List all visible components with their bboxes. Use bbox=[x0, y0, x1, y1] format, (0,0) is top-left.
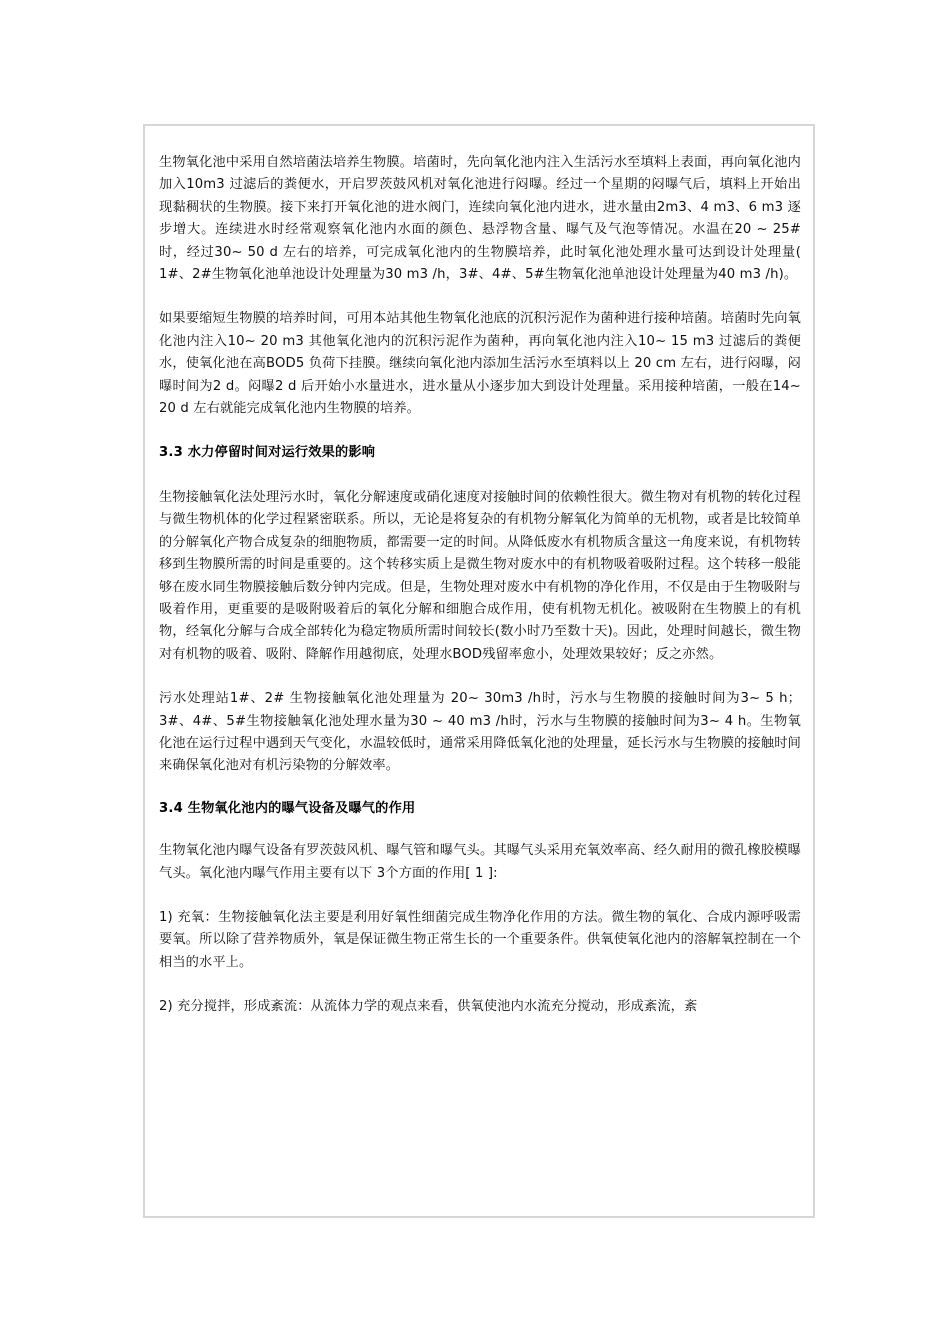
paragraph-aeration-equipment: 生物氧化池内曝气设备有罗茨鼓风机、曝气管和曝气头。其曝气头采用充氧效率高、经久耐用的微孔橡胶模曝气头。氧化池内曝气作用主要有以下 3个方面的作用[ 1 ]: bbox=[159, 843, 801, 881]
section-heading-3-4: 3.4 生物氧化池内的曝气设备及曝气的作用 bbox=[159, 800, 416, 816]
document-content bbox=[159, 152, 801, 1019]
paragraph-biofilm-natural-culture: 生物氧化池中采用自然培菌法培养生物膜。培菌时，先向氧化池内注入生活污水至填料上表面，再向氧化池内加入10m3 过滤后的粪便水，开启罗茨鼓风机对氧化池进行闷曝。经过一个星期的闷曝气后，填料上开始出现黏稠状的生物膜。接下来打开氧化池的进水阀门，连续向氧化池内进水，进水量由2m3、4 m3、6 m3 逐步增大。连续进水时经常观察氧化池内水面的颜色、悬浮物含量、曝气及气泡等情况。水温在20 ~ 25# 时，经过30~ 50 d 左右的培养，可完成氧化池内的生物膜培养，此时氧化池处理水量可达到设计处理量( 1#、2#生物氧化池单池设计处理量为30 m3 /h，3#、4#、5#生物氧化池单池设计处理量为40 m3 /h)。 bbox=[159, 155, 801, 283]
list-item-stirring: 2) 充分搅拌，形成紊流：从流体力学的观点来看，供氧使池内水流充分搅动，形成紊流，紊 bbox=[159, 999, 698, 1015]
section-heading-3-3: 3.3 水力停留时间对运行效果的影响 bbox=[159, 445, 376, 461]
paragraph-biofilm-seeded-culture: 如果要缩短生物膜的培养时间，可用本站其他生物氧化池底的沉积污泥作为菌种进行接种培菌。培菌时先向氧化池内注入10~ 20 m3 其他氧化池内的沉积污泥作为菌种，再向氧化池内注入10~ 15 m3 过滤后的粪便水，使氧化池在高BOD5 负荷下挂膜。继续向氧化池内添加生活污水至填料以上 20 cm 左右，进行闷曝，闷曝时间为2 d。闷曝2 d 后开始小水量进水，进水量从小逐步加大到设计处理量。采用接种培菌，一般在14~ 20 d 左右就能完成氧化池内生物膜的培养。 bbox=[159, 311, 801, 417]
list-item-oxygenation: 1) 充氧：生物接触氧化法主要是利用好氧性细菌完成生物净化作用的方法。微生物的氧化、合成内源呼吸需要氧。所以除了营养物质外，氧是保证微生物正常生长的一个重要条件。供氧使氧化池内的溶解氧控制在一个相当的水平上。 bbox=[159, 909, 801, 970]
document-page bbox=[143, 124, 815, 1218]
paragraph-contact-time: 生物接触氧化法处理污水时，氧化分解速度或硝化速度对接触时间的依赖性很大。微生物对有机物的转化过程与微生物机体的化学过程紧密联系。所以，无论是将复杂的有机物分解氧化为简单的无机物，或者是比较简单的分解氧化产物合成复杂的细胞物质，都需要一定的时间。从降低废水有机物质含量这一角度来说，有机物转移到生物膜所需的时间是重要的。这个转移实质上是微生物对废水中的有机物吸着吸附过程。这个转移一般能够在废水同生物膜接触后数分钟内完成。但是，生物处理对废水中有机物的净化作用，不仅是由于生物吸附与吸着作用，更重要的是吸附吸着后的氧化分解和细胞合成作用，使有机物无机化。被吸附在生物膜上的有机物，经氧化分解与合成全部转化为稳定物质所需时间较长(数小时乃至数十天)。因此，处理时间越长，微生物对有机物的吸着、吸附、降解作用越彻底，处理水BOD残留率愈小，处理效果较好；反之亦然。 bbox=[159, 489, 801, 662]
paragraph-station-contact-time: 污水处理站1#、2# 生物接触氧化池处理量为 20~ 30m3 /h时，污水与生物膜的接触时间为3~ 5 h；3#、4#、5#生物接触氧化池处理水量为30 ~ 40 m3 /h时，污水与生物膜的接触时间为3~ 4 h。生物氧化池在运行过程中遇到天气变化，水温较低时，通常采用降低氧化池的处理量，延长污水与生物膜的接触时间来确保氧化池对有机污染物的分解效率。 bbox=[159, 691, 801, 774]
